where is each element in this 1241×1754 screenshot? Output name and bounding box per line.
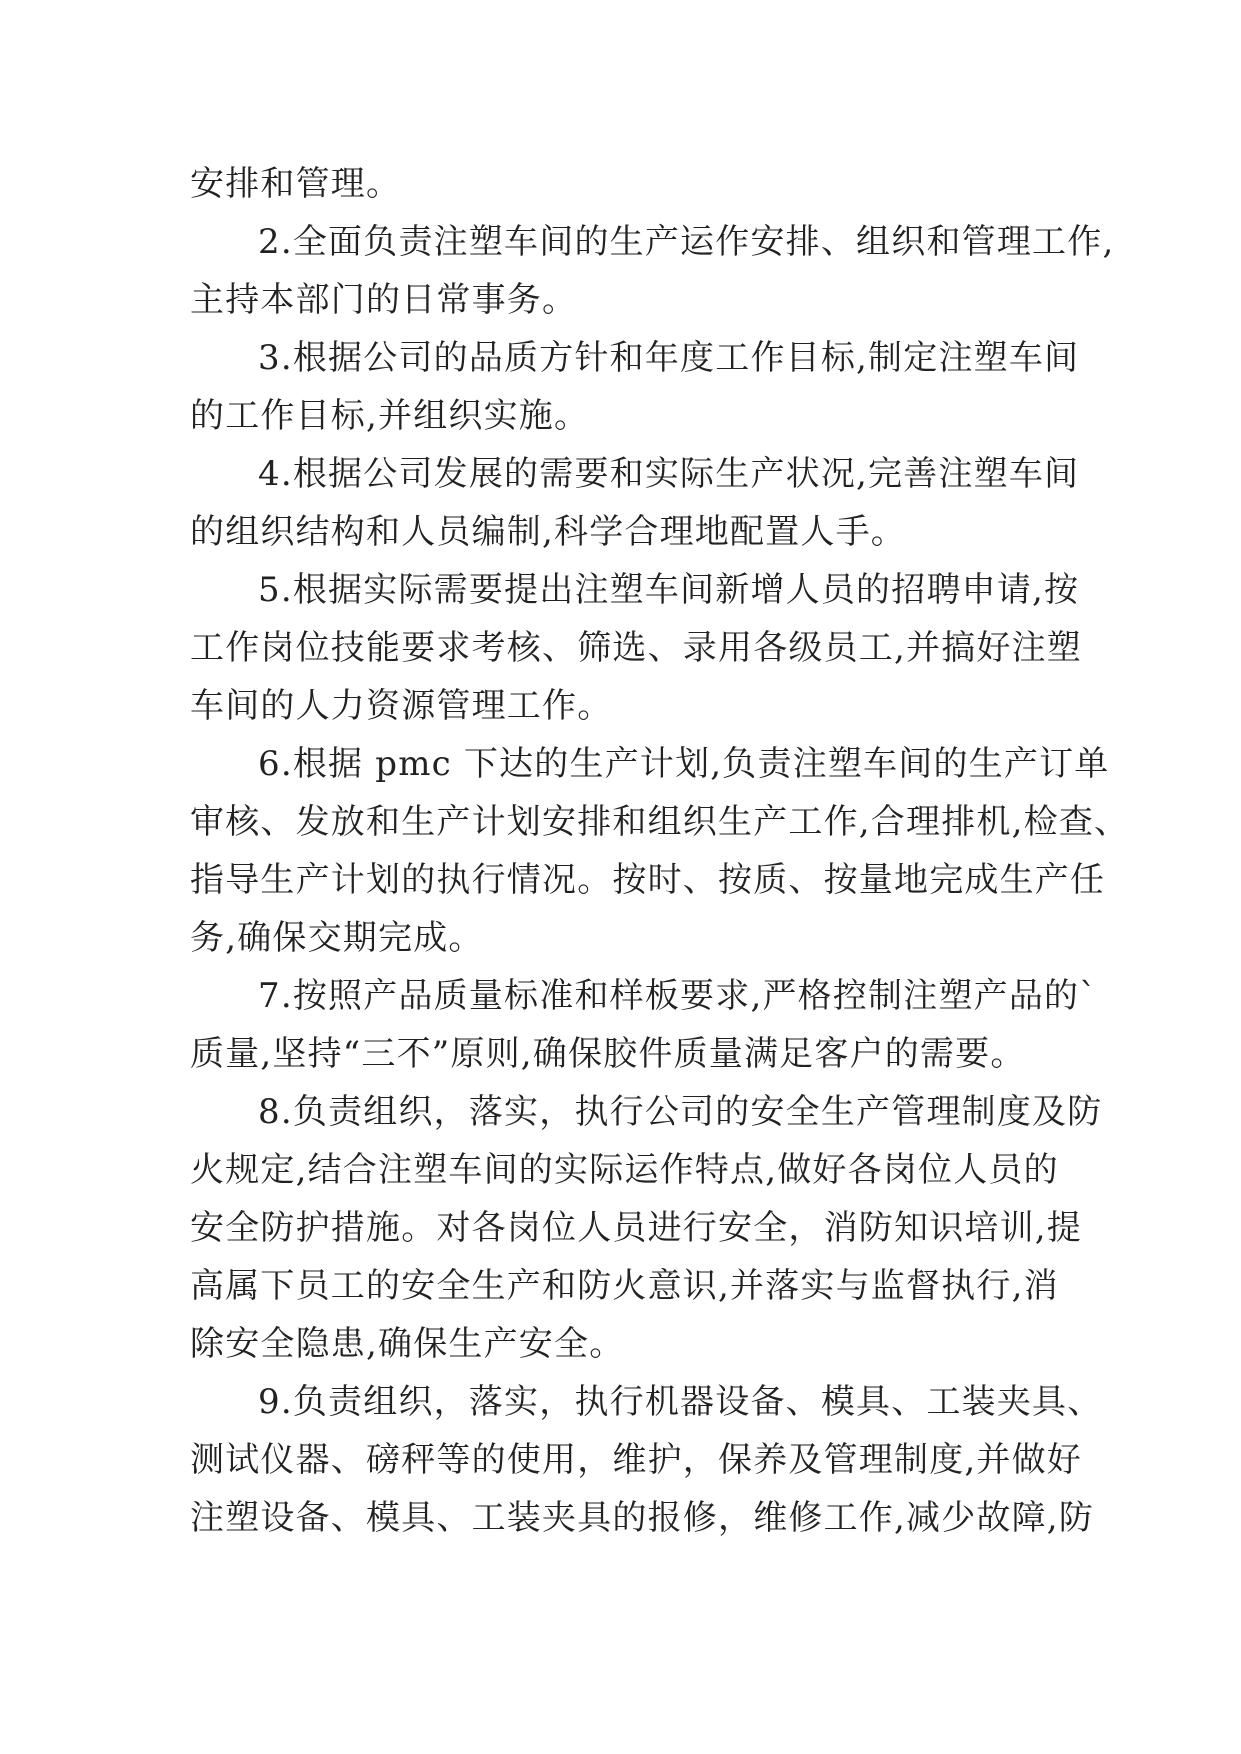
text-line: 审核、发放和生产计划安排和组织生产工作,合理排机,检查、 xyxy=(190,802,1130,842)
text-line: 6.根据 pmc 下达的生产计划,负责注塑车间的生产订单 xyxy=(258,744,1110,784)
text-line: 2.全面负责注塑车间的生产运作安排、组织和管理工作, xyxy=(258,222,1115,262)
text-line: 务,确保交期完成。 xyxy=(190,918,484,958)
text-line: 测试仪器、磅秤等的使用，维护，保养及管理制度,并做好 xyxy=(190,1440,1083,1480)
text-line: 火规定,结合注塑车间的实际运作特点,做好各岗位人员的 xyxy=(190,1150,1059,1190)
text-line: 质量,坚持“三不”原则,确保胶件质量满足客户的需要。 xyxy=(190,1034,1026,1074)
text-line: 注塑设备、模具、工装夹具的报修，维修工作,减少故障,防 xyxy=(190,1498,1095,1538)
text-line: 指导生产计划的执行情况。按时、按质、按量地完成生产任 xyxy=(190,860,1106,900)
text-line: 8.负责组织，落实，执行公司的安全生产管理制度及防 xyxy=(258,1092,1103,1132)
text-line: 工作岗位技能要求考核、筛选、录用各级员工,并搞好注塑 xyxy=(190,628,1083,668)
text-line: 4.根据公司发展的需要和实际生产状况,完善注塑车间 xyxy=(258,454,1080,494)
text-line: 7.按照产品质量标准和样板要求,严格控制注塑产品的` xyxy=(258,976,1098,1016)
text-line: 的组织结构和人员编制,科学合理地配置人手。 xyxy=(190,512,907,552)
text-line: 安全防护措施。对各岗位人员进行安全，消防知识培训,提 xyxy=(190,1208,1083,1248)
text-line: 高属下员工的安全生产和防火意识,并落实与监督执行,消 xyxy=(190,1266,1059,1306)
text-line: 5.根据实际需要提出注塑车间新增人员的招聘申请,按 xyxy=(258,570,1080,610)
text-line: 主持本部门的日常事务。 xyxy=(190,280,578,320)
document-body xyxy=(190,155,1130,1547)
text-line: 的工作目标,并组织实施。 xyxy=(190,396,590,436)
text-line: 安排和管理。 xyxy=(190,164,402,204)
text-line: 9.负责组织，落实，执行机器设备、模具、工装夹具、 xyxy=(258,1382,1103,1422)
text-line: 车间的人力资源管理工作。 xyxy=(190,686,613,726)
text-line: 3.根据公司的品质方针和年度工作目标,制定注塑车间 xyxy=(258,338,1080,378)
text-line: 除安全隐患,确保生产安全。 xyxy=(190,1324,625,1364)
